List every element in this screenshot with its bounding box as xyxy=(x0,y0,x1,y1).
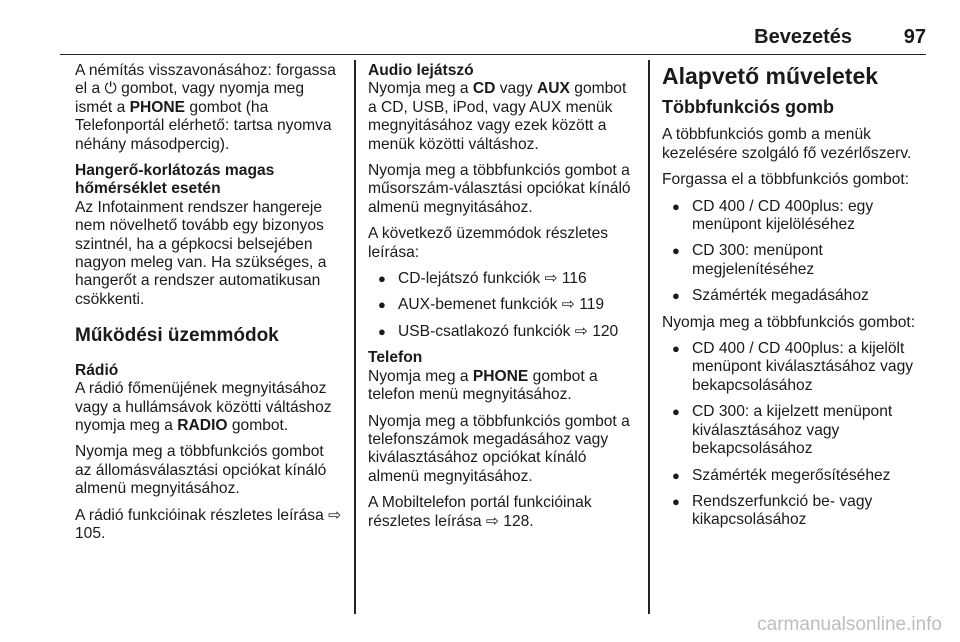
radio-heading: Rádió xyxy=(75,361,119,379)
audio-heading: Audio lejátszó xyxy=(368,62,474,79)
modes-heading: Működési üzemmódok xyxy=(75,325,279,347)
list-item: ● CD 300: a kijelzett menüpont kiválasztásához vagy bekapcsolásához xyxy=(662,403,942,458)
column-divider-2 xyxy=(648,60,650,614)
audio-paragraph-3: A következő üzemmódok részletes leírása: xyxy=(368,225,609,261)
list-item: ● Számérték megadásához xyxy=(662,287,942,305)
audio-mode-list xyxy=(368,270,634,341)
press-knob-paragraph: Nyomja meg a többfunkciós gombot: xyxy=(662,313,916,331)
page-header xyxy=(60,26,926,55)
turn-knob-paragraph: Forgassa el a többfunkciós gombot: xyxy=(662,171,910,189)
phone-paragraph-1: Nyomja meg a PHONE gombot a telefon menü megnyitásához. xyxy=(368,367,598,404)
column-divider-1 xyxy=(354,60,356,614)
phone-paragraph-2: Nyomja meg a többfunkciós gombot a telefonszámok megadásához vagy kiválasztásához opciókat kínáló almenü megnyitásához. xyxy=(368,412,630,485)
list-item: ● CD 400 / CD 400plus: egy menüpont kijelöléséhez xyxy=(662,198,942,235)
list-item: ● CD-lejátszó funkciók ⇨ 116 xyxy=(368,270,634,288)
press-list xyxy=(662,340,942,530)
radio-paragraph-1: A rádió főmenüjének megnyitásához vagy a hullámsávok közötti váltáshoz nyomja meg a RADIO gombot. xyxy=(75,380,332,434)
page-title: Bevezetés xyxy=(754,26,852,48)
column-2 xyxy=(368,62,634,539)
list-item: ● AUX-bemenet funkciók ⇨ 119 xyxy=(368,296,634,314)
audio-paragraph-1: Nyomja meg a CD vagy AUX gombot a CD, USB, iPod, vagy AUX menük megnyitásához vagy ezek között a menük közötti váltáshoz. xyxy=(368,80,627,153)
basic-operations-heading: Alapvető műveletek xyxy=(662,63,879,89)
list-item: ● CD 300: menüpont megjelenítéséhez xyxy=(662,242,942,279)
page-number: 97 xyxy=(903,26,926,48)
column-3 xyxy=(662,62,942,538)
volume-limit-paragraph: Az Infotainment rendszer hangereje nem növelhető tovább egy bizonyos szintnél, ha a gépkocsi belsejében nagyon meleg van. Ha szükséges, a hangerőt a rendszer automatikusan csökkenti. xyxy=(75,198,327,308)
mute-paragraph: A némítás visszavonásához: forgassa el a ⏻ gombot, vagy nyomja meg ismét a PHONE gombot (ha Telefonportál elérhető: tartsa nyomva néhány másodpercig). xyxy=(75,62,336,153)
watermark: carmanualsonline.info xyxy=(757,614,942,635)
turn-list xyxy=(662,198,942,306)
list-item: ● Rendszerfunkció be- vagy kikapcsolásához xyxy=(662,493,942,530)
column-1 xyxy=(75,62,343,551)
multifunction-paragraph: A többfunkciós gomb a menük kezelésére szolgáló fő vezérlőszerv. xyxy=(662,126,912,162)
radio-paragraph-2: Nyomja meg a többfunkciós gombot az állomásválasztási opciókat kínáló almenü megnyitásához. xyxy=(75,443,327,498)
phone-paragraph-3: A Mobiltelefon portál funkcióinak részletes leírása ⇨ 128. xyxy=(368,494,592,530)
multifunction-knob-heading: Többfunkciós gomb xyxy=(662,97,834,117)
list-item: ● USB-csatlakozó funkciók ⇨ 120 xyxy=(368,323,634,341)
audio-paragraph-2: Nyomja meg a többfunkciós gombot a műsorszám-választási opciókat kínáló almenü megnyitásához. xyxy=(368,162,631,216)
radio-paragraph-3: A rádió funkcióinak részletes leírása ⇨ 105. xyxy=(75,506,342,542)
volume-limit-heading: Hangerő-korlátozás magas hőmérséklet esetén xyxy=(75,162,275,198)
list-item: ● Számérték megerősítéséhez xyxy=(662,467,942,485)
phone-heading: Telefon xyxy=(368,349,423,367)
list-item: ● CD 400 / CD 400plus: a kijelölt menüpont kiválasztásához vagy bekapcsolásához xyxy=(662,340,942,395)
